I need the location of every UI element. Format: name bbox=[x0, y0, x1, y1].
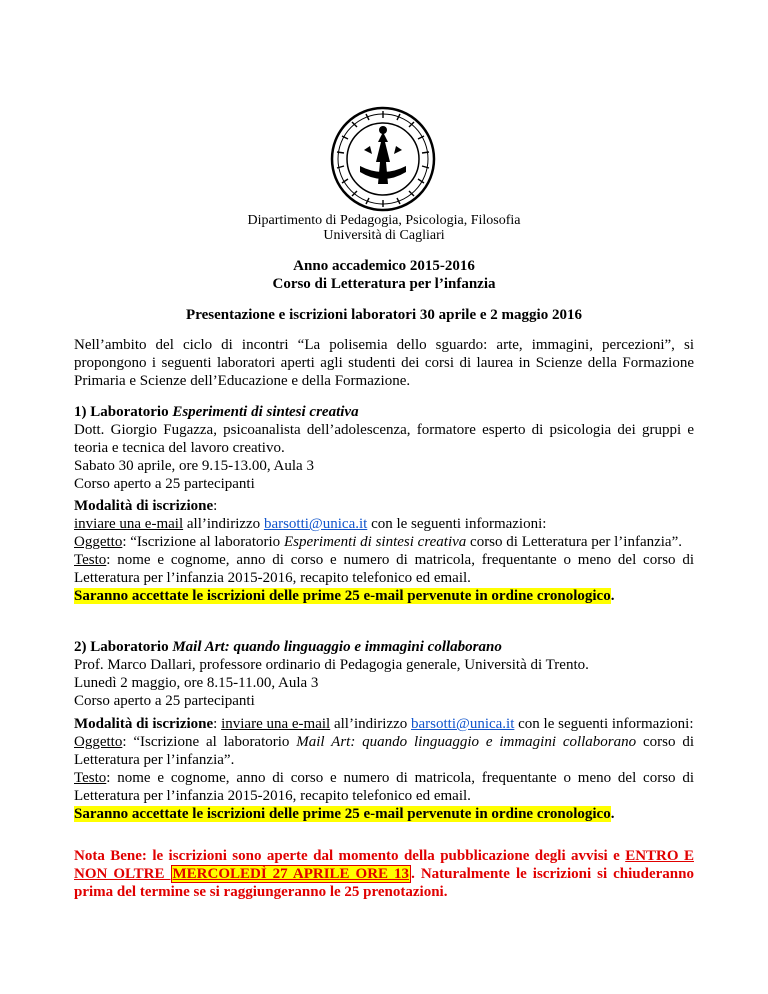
lab1-send-text: inviare una e-mail bbox=[74, 516, 184, 532]
lab1-enroll-colon: : bbox=[213, 498, 218, 514]
lab1-subject bbox=[74, 533, 694, 551]
lab1-acceptance-text: Saranno accettate le iscrizioni delle prime 25 e-mail pervenute in ordine cronologico bbox=[74, 588, 611, 604]
lab2-subject-post: corso di Letteratura per l’infanzia”. bbox=[74, 734, 694, 768]
lab2-address-text: all’indirizzo bbox=[330, 716, 412, 732]
lab1-text-label: Testo bbox=[74, 552, 107, 568]
lab1-enroll bbox=[74, 497, 694, 605]
presentation-title bbox=[74, 306, 694, 324]
lab2-acceptance bbox=[74, 805, 694, 823]
presentation-title-text: Presentazione e iscrizioni laboratori 30 aprile e 2 maggio 2016 bbox=[186, 307, 582, 323]
nota-tail: . Naturalmente le iscrizioni si chiuderanno prima del termine se si raggiungeranno le 25 prenotazioni. bbox=[74, 866, 694, 900]
lab1-number: 1) Laboratorio bbox=[74, 404, 173, 420]
lab1-enroll-heading bbox=[74, 497, 694, 515]
lab2-subject-label: Oggetto bbox=[74, 734, 123, 750]
lab1-subject-label: Oggetto bbox=[74, 534, 123, 550]
course-title-text: Corso di Letteratura per l’infanzia bbox=[272, 276, 496, 292]
lab2-teacher: Prof. Marco Dallari, professore ordinario di Pedagogia generale, Università di Trento. bbox=[74, 657, 589, 673]
lab2-subject-pre: : “Iscrizione al laboratorio bbox=[122, 734, 297, 750]
lab1-title: Esperimenti di sintesi creativa bbox=[172, 404, 359, 420]
lab2-when: Lunedì 2 maggio, ore 8.15-11.00, Aula 3 bbox=[74, 675, 319, 691]
lab1-section bbox=[74, 403, 694, 493]
lab1-send-line bbox=[74, 515, 694, 533]
lab2-acceptance-dot: . bbox=[610, 806, 615, 822]
lab1-enroll-label: Modalità di iscrizione bbox=[74, 498, 214, 514]
lab2-number: 2) Laboratorio bbox=[74, 639, 173, 655]
lab1-heading bbox=[74, 403, 694, 421]
university-line bbox=[74, 226, 694, 245]
lab1-teacher: Dott. Giorgio Fugazza, psicoanalista dell’adolescenza, formatore esperto di psicologia dei gruppi e teoria e tecnica del lavoro creativo. bbox=[74, 422, 694, 456]
intro-paragraph bbox=[74, 336, 694, 390]
lab1-subject-post: corso di Letteratura per l’infanzia”. bbox=[466, 534, 683, 550]
nota-deadline-part2: MERCOLEDÌ 27 APRILE ORE 13 bbox=[172, 866, 410, 882]
lab2-acceptance-text: Saranno accettate le iscrizioni delle prime 25 e-mail pervenute in ordine cronologico bbox=[74, 806, 611, 822]
lab2-email-link[interactable]: barsotti@unica.it bbox=[411, 716, 515, 732]
lab1-text bbox=[74, 551, 694, 587]
lab1-capacity: Corso aperto a 25 partecipanti bbox=[74, 476, 255, 492]
lab1-subject-pre: : “Iscrizione al laboratorio bbox=[122, 534, 284, 550]
lab2-section bbox=[74, 638, 694, 710]
university-seal-icon bbox=[330, 106, 436, 212]
lab1-when: Sabato 30 aprile, ore 9.15-13.00, Aula 3 bbox=[74, 458, 314, 474]
lab1-info-text: con le seguenti informazioni: bbox=[367, 516, 547, 532]
lab1-subject-title: Esperimenti di sintesi creativa bbox=[283, 534, 467, 550]
academic-year-text: Anno accademico 2015-2016 bbox=[293, 258, 475, 274]
academic-year bbox=[74, 257, 694, 275]
lab2-title: Mail Art: quando linguaggio e immagini collaborano bbox=[172, 639, 502, 655]
lab2-capacity: Corso aperto a 25 partecipanti bbox=[74, 693, 255, 709]
lab2-send-text: inviare una e-mail bbox=[221, 716, 331, 732]
lab2-info-text: con le seguenti informazioni: bbox=[514, 716, 694, 732]
lab2-enroll-line bbox=[74, 715, 694, 733]
lab2-enroll bbox=[74, 715, 694, 823]
university-name: Università di Cagliari bbox=[323, 228, 445, 243]
nota-lead: Nota Bene: le iscrizioni sono aperte dal momento della pubblicazione degli avvisi e bbox=[74, 848, 626, 864]
lab2-text-label: Testo bbox=[74, 770, 107, 786]
lab1-text-body: : nome e cognome, anno di corso e numero di matricola, frequentante o meno del corso di Letteratura per l’infanzia 2015-2016, recapito telefonico ed email. bbox=[74, 552, 694, 586]
lab1-acceptance-dot: . bbox=[610, 588, 615, 604]
nota-bene bbox=[74, 847, 694, 901]
lab1-acceptance bbox=[74, 587, 694, 605]
lab1-email-link[interactable]: barsotti@unica.it bbox=[263, 516, 368, 532]
lab2-heading bbox=[74, 638, 694, 656]
lab2-text bbox=[74, 769, 694, 805]
lab2-subject-title: Mail Art: quando linguaggio e immagini collaborano bbox=[296, 734, 637, 750]
nota-deadline-part1: ENTRO E NON OLTRE bbox=[74, 848, 694, 882]
lab2-subject bbox=[74, 733, 694, 769]
intro-text: Nell’ambito del ciclo di incontri “La polisemia dello sguardo: arte, immagini, percezioni”, si propongono i seguenti laboratori aperti agli studenti dei corsi di laurea in Scienze della Formazione Primaria e Scienze dell’Educazione e della Formazione. bbox=[74, 337, 694, 389]
lab2-enroll-label: Modalità di iscrizione bbox=[74, 716, 214, 732]
department-name: Dipartimento di Pedagogia, Psicologia, Filosofia bbox=[247, 213, 521, 228]
lab2-enroll-colon: : bbox=[213, 716, 222, 732]
course-title bbox=[74, 275, 694, 293]
lab2-text-body: : nome e cognome, anno di corso e numero di matricola, frequentante o meno del corso di Letteratura per l’infanzia 2015-2016, recapito telefonico ed email. bbox=[74, 770, 694, 804]
lab1-address-text: all’indirizzo bbox=[183, 516, 264, 532]
